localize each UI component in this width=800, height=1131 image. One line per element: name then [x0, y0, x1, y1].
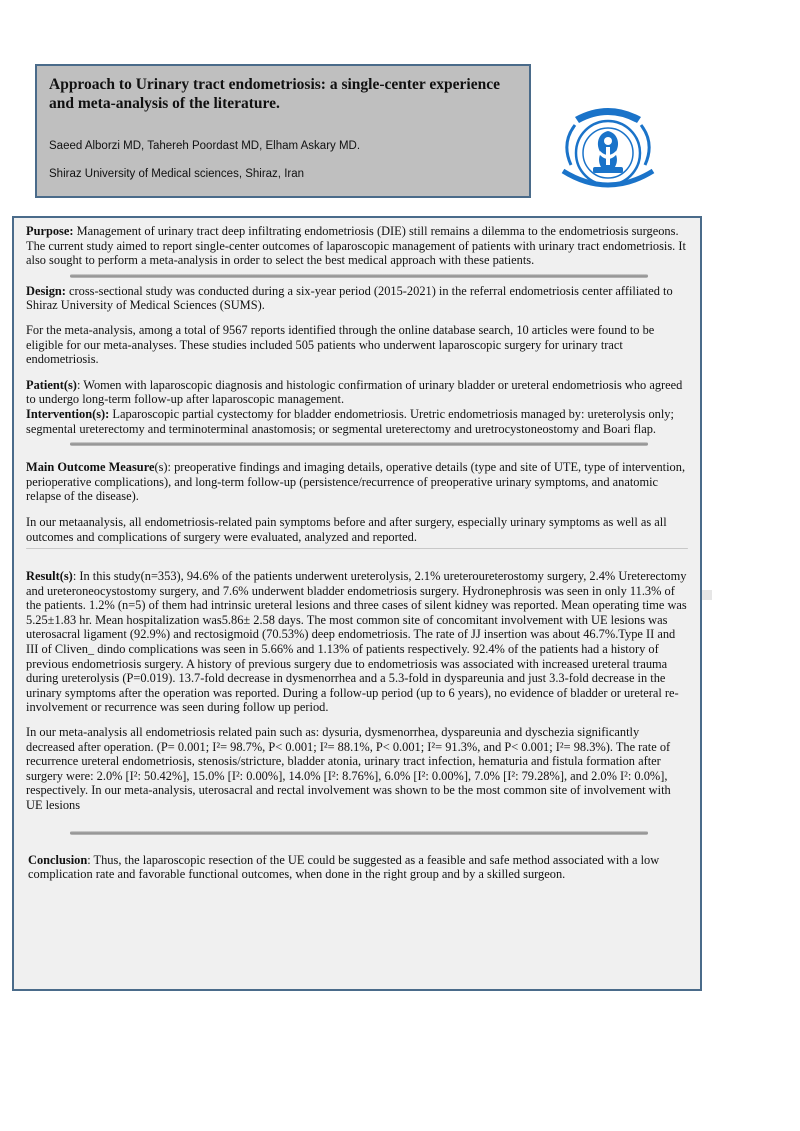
shiraz-university-seal-icon [553, 103, 663, 191]
intervention-label: Intervention(s): [26, 406, 110, 421]
conclusion-label: Conclusion [28, 852, 88, 867]
poster-title: Approach to Urinary tract endometriosis: a single-center experience and meta-analysis of the literature. [49, 76, 500, 112]
purpose-label: Purpose: [26, 224, 74, 238]
design-section [26, 284, 688, 313]
divider [70, 274, 648, 278]
intervention-section [26, 407, 688, 436]
scroll-marker [702, 590, 712, 600]
divider [70, 831, 648, 835]
design-label: Design: [26, 283, 66, 298]
result-text: : In this study(n=353), 94.6% of the patients underwent ureterolysis, 2.1% ureteroureterostomy surgery, 2.4% Ureterectomy and ureteroneocystostomy surgery, and 7.6% underwent bladder endometriosis surgery. Hydronephrosis was seen in only 11.3% of the patients. 1.2% (n=5) of them had intrinsic ureteral lesions and three cases of silent kidney was reported. Mean operating time was 5.25±1.83 hr. Mean hospitalization was5.86± 2.58 days. The most common site of concomitant involvement with UE lesions was uterosacral ligament (92.9%) and rectosigmoid (70.53%) deep endometriosis. The rate of JJ insertion was about 46.7%.Type II and III of Cliven_ dindo complications was seen in 5.66% and 1.13% of patients respectively. 92.4% of the patients had a history of previous endometriosis surgery. A history of previous surgery due to endometriosis was associated with increased ureteral trauma during ureterolysis (P=0.019). 13.7-fold decrease in dysmenorrhea and a 5.3-fold in dyspareunia and just 3.3-fold decrease in the urinary symptoms after the operation was reported. During a follow-up period (up to 6 years), no evidence of bladder or ureteral re-involvement or recurrence was seen during follow up period. [26, 569, 687, 715]
conclusion-text: : Thus, the laparoscopic resection of the UE could be suggested as a feasible and safe method associated with a low complication rate and favorable functional outcomes, when done in the right group and by a skilled surgeon. [28, 852, 660, 882]
metaanalysis-text: In our metaanalysis, all endometriosis-related pain symptoms before and after surgery, especially urinary symptoms as well as all outcomes and complications of surgery were evaluated, analyzed and reported. [26, 514, 667, 544]
outcome-section [26, 460, 688, 504]
authors: Saeed Alborzi MD, Tahereh Poordast MD, Elham Askary MD. [49, 140, 361, 152]
patients-section [26, 378, 688, 407]
divider [70, 442, 648, 446]
affiliation: Shiraz University of Medical sciences, Shiraz, Iran [49, 168, 305, 180]
outcome-label: Main Outcome Measure [26, 460, 155, 475]
meta-text: For the meta-analysis, among a total of 9567 reports identified through the online database search, 10 articles were found to be eligible for our meta-analyses. These studies included 505 patients who underwent laparoscopic surgery for urinary tract endometriosis. [26, 322, 655, 367]
patients-text: : Women with laparoscopic diagnosis and histologic confirmation of urinary bladder or ureteral endometriosis who agreed to undergo long-term follow-up after laparoscopic management. [26, 377, 683, 407]
meta-results-text: In our meta-analysis all endometriosis related pain such as: dysuria, dysmenorrhea, dyspareunia and dyschezia significantly decreased after operation. (P= 0.001; I²= 98.7%, P< 0.001; I²= 88.1%, P< 0.001; I²= 91.3%, and P< 0.001; I²= 98.3%). The rate of recurrence ureteral endometriosis, stenosis/stricture, bladder atonia, urinary tract infection, hematuria and fistula formation after surgery were: 2.0% [I²: 50.42%], 15.0% [I²: 0.00%], 14.0% [I²: 8.76%], 6.0% [I²: 0.00%], 7.0% [I²: 79.28%], and 2.0% I²: 0.0%], respectively. In our meta-analysis, uterosacral and rectal involvement was shown to be the most common site of involvement with UE lesions [26, 725, 671, 812]
design-text: cross-sectional study was conducted during a six-year period (2015-2021) in the referral endometriosis center affiliated to Shiraz University of Medical Sciences (SUMS). [26, 283, 673, 313]
intervention-text: Laparoscopic partial cystectomy for bladder endometriosis. Uretric endometriosis managed by: ureterolysis only; segmental ureterectomy and terminoterminal anastomosis; or segmental ureterectomy and uretrocystoneostomy and Boari flap. [26, 406, 674, 436]
conclusion-section [26, 853, 688, 882]
abstract-box [12, 216, 702, 991]
purpose-text: Management of urinary tract deep infiltrating endometriosis (DIE) still remains a dilemma to the endometriosis surgeons. The current study aimed to report single-center outcomes of laparoscopic management of patients with urinary tract endometriosis. It also sought to perform a meta-analysis in order to select the best medical approach with these patients. [26, 224, 686, 268]
patients-label: Patient(s) [26, 377, 77, 392]
result-label: Result(s) [26, 569, 73, 584]
title-box [35, 64, 531, 198]
outcome-text: (s): preoperative findings and imaging details, operative details (type and site of UTE, type of intervention, perioperative complications), and long-term follow-up (persistence/recurrence of preoperative urinary symptoms, and anatomic relapse of the disease). [26, 460, 686, 504]
purpose-section [26, 224, 688, 268]
divider [26, 548, 688, 549]
result-section [26, 569, 688, 715]
